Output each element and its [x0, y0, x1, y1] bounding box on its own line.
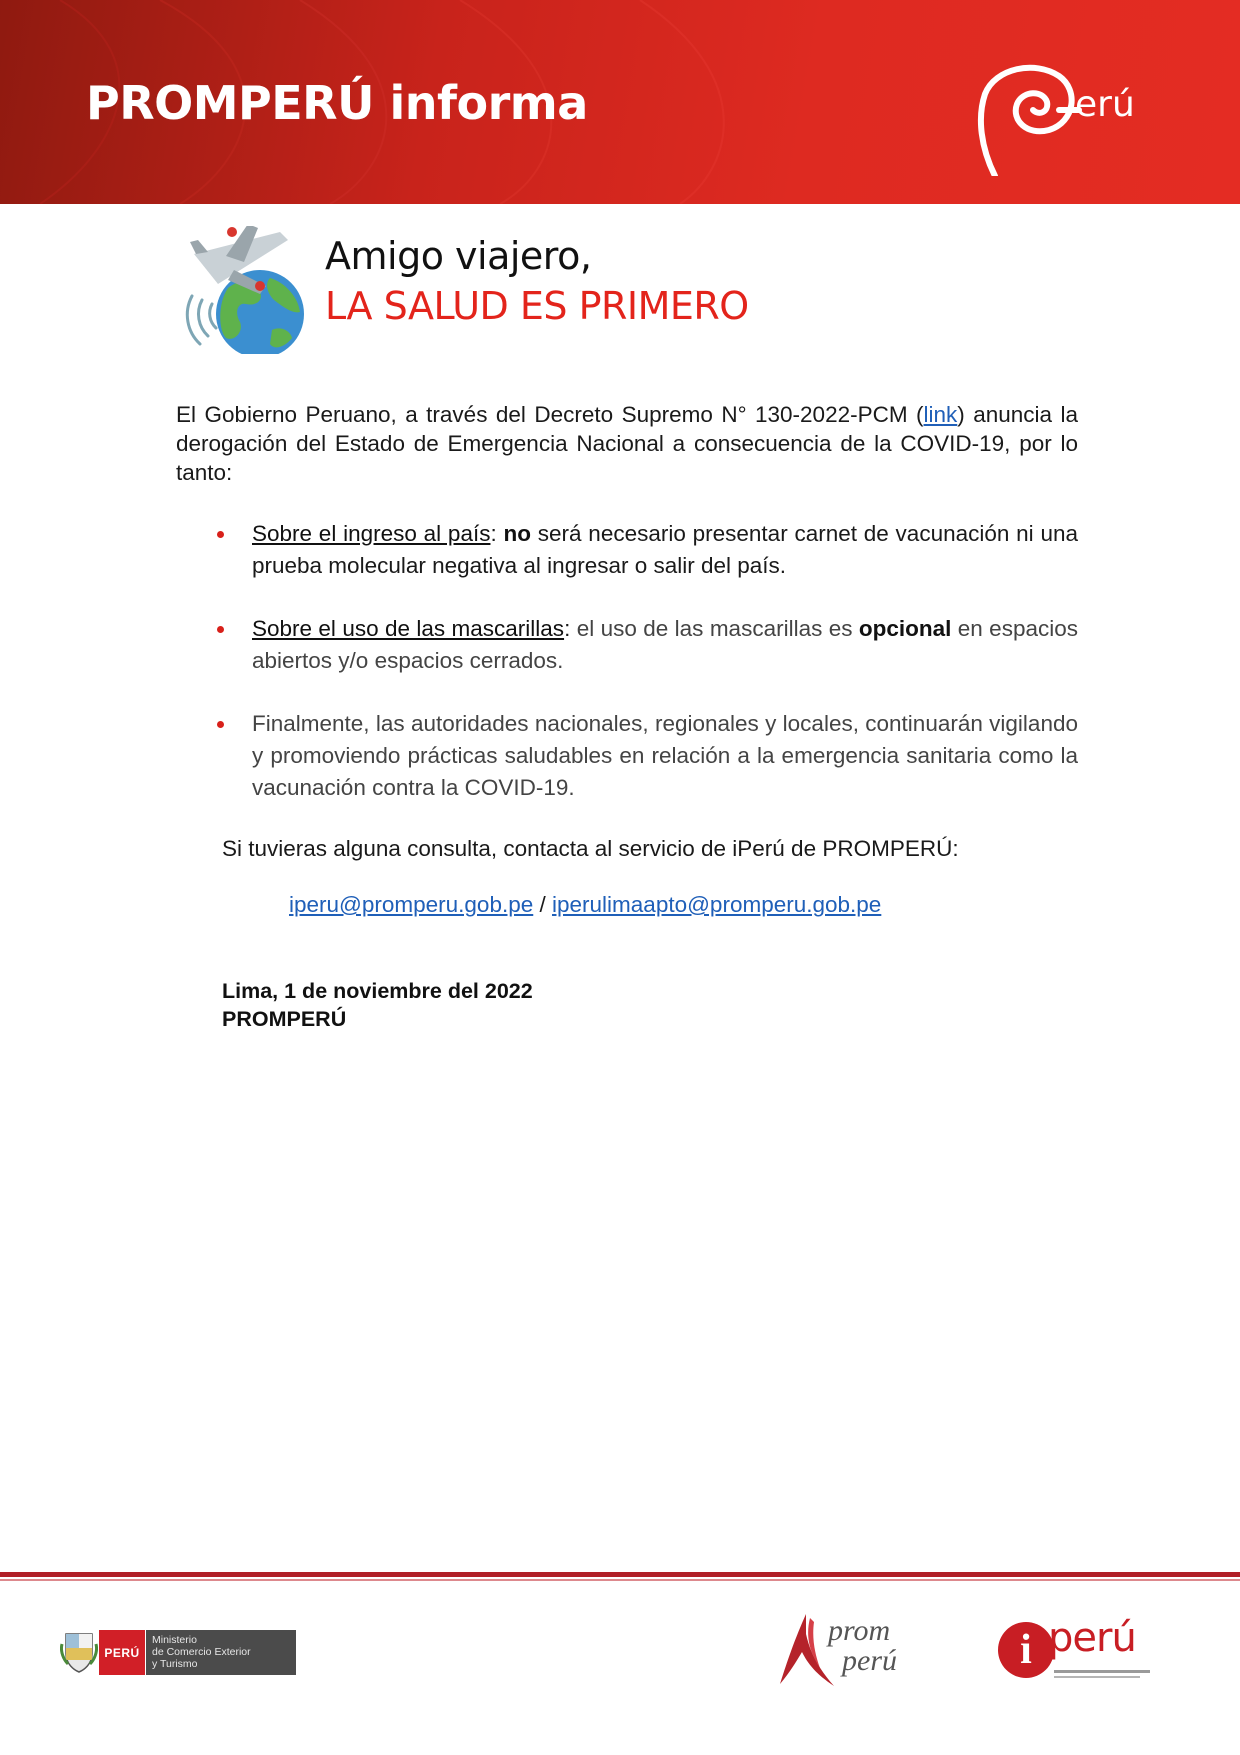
list-item-entry — [176, 518, 1078, 582]
promperu-logo — [776, 1612, 936, 1688]
bullet-text: en espacios abiertos y/o espacios cerrados. — [252, 616, 1078, 673]
mincetur-name — [146, 1630, 296, 1675]
decree-link[interactable]: link — [923, 402, 958, 427]
list-item-authorities — [176, 708, 1078, 804]
intro-text-before-link: El Gobierno Peruano, a través del Decreto Supremo N° 130-2022-PCM ( — [176, 402, 924, 427]
airplane-globe-icon — [174, 226, 308, 354]
list-item-masks — [176, 613, 1078, 677]
bullet-heading: Sobre el ingreso al país — [252, 521, 491, 546]
svg-text:erú: erú — [1075, 84, 1135, 125]
signature-block — [222, 977, 533, 1033]
contact-text: Si tuvieras alguna consulta, contacta al servicio de iPerú de PROMPERÚ: — [222, 836, 959, 861]
iperu-tagline-mark — [1054, 1670, 1150, 1673]
bullet-text: el uso de las mascarillas es — [576, 616, 859, 641]
bullet-icon — [217, 626, 224, 633]
iperu-logo — [998, 1616, 1158, 1686]
measures-list — [176, 518, 1078, 804]
headline-greeting: Amigo viajero, — [325, 234, 592, 278]
bullet-icon — [217, 531, 224, 538]
intro-paragraph — [176, 400, 1078, 487]
promperu-logo-bottom: perú — [842, 1644, 897, 1677]
mincetur-line: Ministerio — [152, 1634, 197, 1646]
footer-divider — [0, 1572, 1240, 1577]
iperu-tagline-mark — [1054, 1676, 1140, 1678]
bullet-heading: Sobre el uso de las mascarillas — [252, 616, 565, 641]
bullet-separator: : — [490, 521, 504, 546]
email-link-iperu[interactable]: iperu@promperu.gob.pe — [289, 892, 534, 917]
header-banner — [0, 0, 1240, 204]
email-separator: / — [533, 892, 553, 917]
intro-text-after-link: ) anuncia la derogación del Estado de Emergencia Nacional a consecuencia de la COVID-19, por lo tanto: — [176, 402, 1079, 485]
iperu-i-icon: i — [998, 1622, 1054, 1678]
mincetur-line: de Comercio Exterior — [152, 1646, 251, 1658]
peru-coat-of-arms-icon — [60, 1630, 98, 1674]
footer-divider-thin — [0, 1579, 1240, 1581]
promperu-logo-top: prom — [828, 1614, 891, 1647]
bullet-icon — [217, 721, 224, 728]
mincetur-peru-tag: PERÚ — [99, 1630, 145, 1675]
mincetur-logo — [60, 1628, 296, 1678]
contact-emails — [289, 890, 881, 920]
iperu-logo-text: perú — [1048, 1615, 1136, 1661]
banner-title: PROMPERÚ informa — [86, 76, 588, 130]
bullet-emphasis: opcional — [858, 616, 952, 641]
signature-org: PROMPERÚ — [222, 1007, 347, 1031]
bullet-text: será necesario presentar carnet de vacunación ni una prueba molecular negativa al ingresar o salir del país. — [252, 521, 1078, 578]
bullet-text: Finalmente, las autoridades nacionales, regionales y locales, continuarán vigilando y promoviendo prácticas saludables en relación a la emergencia sanitaria como la vacunación contra la COVID-19. — [252, 711, 1078, 800]
bullet-emphasis: no — [503, 521, 531, 546]
bullet-separator: : — [564, 616, 577, 641]
mincetur-line: y Turismo — [152, 1658, 198, 1670]
peru-spiral-logo-icon — [975, 58, 1165, 176]
email-link-iperulimaapto[interactable]: iperulimaapto@promperu.gob.pe — [552, 892, 882, 917]
headline-slogan: LA SALUD ES PRIMERO — [325, 284, 749, 328]
signature-place-date: Lima, 1 de noviembre del 2022 — [222, 979, 533, 1003]
